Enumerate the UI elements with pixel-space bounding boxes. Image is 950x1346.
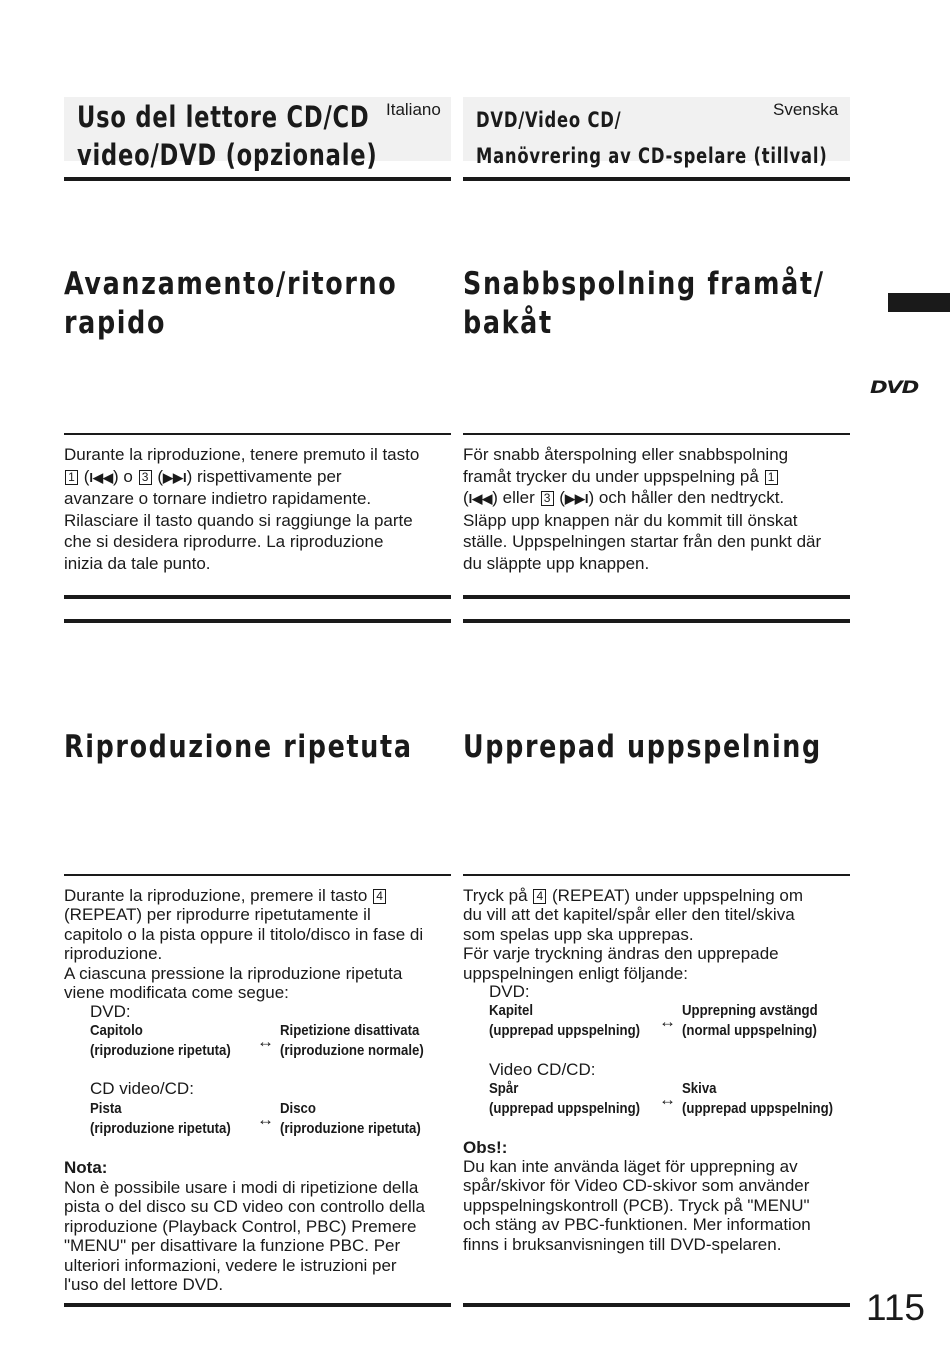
section1-body-italiano xyxy=(64,444,454,575)
body-text: ) rispettivamente per avanzare o tornare indietro rapidamente. Rilasciare il tasto quando si raggiunge la parte che si desidera riprodurre. La riproduzione inizia da tale punto. xyxy=(64,466,413,573)
dvd-label-italiano: DVD: xyxy=(90,1002,131,1021)
body-text: Durante la riproduzione, tenere premuto il tasto xyxy=(64,445,420,464)
dvd-left-svenska xyxy=(489,1001,640,1041)
section-title-fast-forward-svenska: Snabbspolning framåt/ xyxy=(463,266,825,302)
page-number: 115 xyxy=(866,1287,925,1328)
section2-rule-italiano xyxy=(64,874,451,876)
section-title-fast-forward-italiano-line2: rapido xyxy=(64,305,167,341)
language-label-italiano: Italiano xyxy=(386,100,441,119)
section-title-fast-forward-svenska-line2: bakåt xyxy=(463,305,553,341)
cd-right-italiano xyxy=(280,1099,421,1139)
header-title-line2-svenska: Manövrering av CD-spelare (tillval) xyxy=(476,144,828,168)
dvd-left-italiano xyxy=(90,1021,231,1061)
section-start-rule-italiano xyxy=(64,619,451,623)
body-text: Tryck på xyxy=(463,886,528,905)
section2-intro-svenska xyxy=(463,886,858,983)
skip-forward-icon: ▶▶I xyxy=(163,469,187,485)
body-text: ( xyxy=(463,488,469,508)
note-body-italiano: Non è possibile usare i modi di ripetizione della pista o del disco su CD video con controllo della riproduzione (Playback Control, PBC) Premere "MENU" per disattivare la funzione PBC. Per ulteriori informazioni, vedere le istruzioni per l'uso del lettore DVD. xyxy=(64,1178,425,1295)
cd-right-text: Disco (riproduzione ripetuta) xyxy=(280,1100,421,1137)
dvd-right-svenska xyxy=(682,1001,818,1041)
cd-left-svenska xyxy=(489,1079,640,1119)
section1-rule-svenska xyxy=(463,433,850,435)
dvd-logo-icon: DVD xyxy=(870,378,918,398)
body-text: ) o xyxy=(113,466,133,486)
section2-rule-svenska xyxy=(463,874,850,876)
skip-forward-icon: ▶▶I xyxy=(564,491,589,507)
bottom-rule-svenska xyxy=(463,1303,850,1307)
section1-rule-italiano xyxy=(64,433,451,435)
key-1-icon: 1 xyxy=(765,470,778,485)
dvd-label-svenska: DVD: xyxy=(489,982,530,1001)
cd-right-text: Skiva (upprepad uppspelning) xyxy=(682,1080,834,1117)
language-label-svenska: Svenska xyxy=(773,100,839,119)
section2-intro-italiano xyxy=(64,886,459,1002)
swap-arrow-icon: ↔ xyxy=(659,1012,676,1031)
section-title-repeat-italiano: Riproduzione ripetuta xyxy=(64,729,413,765)
body-text: ( xyxy=(83,466,90,486)
section-title-repeat-svenska: Upprepad uppspelning xyxy=(463,729,822,765)
section-title-fast-forward-italiano: Avanzamento/ritorno xyxy=(64,266,398,302)
section1-body-svenska xyxy=(463,444,853,575)
body-text: För snabb återspolning eller snabbspolning framåt trycker du under uppspelning på xyxy=(463,445,789,486)
key-3-icon: 3 xyxy=(139,470,152,485)
header-title-line2-italiano: video/DVD (opzionale) xyxy=(77,138,378,172)
body-text: ( xyxy=(157,466,163,486)
bottom-rule-italiano xyxy=(64,1303,451,1307)
header-rule-svenska xyxy=(463,177,850,181)
dvd-right-italiano xyxy=(280,1021,424,1061)
body-text: ) eller xyxy=(492,488,535,508)
dvd-right-text: Ripetizione disattivata (riproduzione normale) xyxy=(280,1022,424,1059)
cd-label-italiano: CD video/CD: xyxy=(90,1079,194,1098)
cd-right-svenska xyxy=(682,1079,833,1119)
side-tab-marker xyxy=(888,293,950,312)
cd-left-text: Pista (riproduzione ripetuta) xyxy=(90,1100,231,1137)
cd-label-svenska: Video CD/CD: xyxy=(489,1060,596,1079)
key-4-icon: 4 xyxy=(373,889,386,904)
key-3-icon: 3 xyxy=(541,491,554,506)
swap-arrow-icon: ↔ xyxy=(257,1110,274,1129)
body-text: (REPEAT) per riprodurre ripetutamente il capitolo o la pista oppure il titolo/disco in fase di riproduzione. A ciascuna pressione la riproduzione ripetuta viene modificata come segue: xyxy=(64,905,424,1003)
swap-arrow-icon: ↔ xyxy=(257,1032,274,1051)
skip-back-icon: I◀◀ xyxy=(468,491,493,507)
body-text: ) och håller den nedtryckt. Släpp upp knappen när du kommit till önskat ställe. Uppspelningen startar från den punkt där du släppte upp knappen. xyxy=(463,488,822,573)
key-1-icon: 1 xyxy=(65,470,78,485)
dvd-left-text: Kapitel (upprepad uppspelning) xyxy=(489,1002,641,1039)
body-text: ( xyxy=(559,488,565,508)
note-heading-italiano: Nota: xyxy=(64,1158,108,1177)
header-title-line1-italiano: Uso del lettore CD/CD xyxy=(77,100,370,134)
header-rule-italiano xyxy=(64,177,451,181)
dvd-left-text: Capitolo (riproduzione ripetuta) xyxy=(90,1022,231,1059)
section-start-rule-svenska xyxy=(463,619,850,623)
section-end-rule-italiano xyxy=(64,595,451,599)
cd-left-italiano xyxy=(90,1099,231,1139)
dvd-right-text: Upprepning avstängd (normal uppspelning) xyxy=(682,1002,818,1039)
swap-arrow-icon: ↔ xyxy=(659,1090,676,1109)
header-title-line1-svenska: DVD/Video CD/ xyxy=(476,108,622,132)
skip-back-icon: I◀◀ xyxy=(89,469,114,485)
cd-left-text: Spår (upprepad uppspelning) xyxy=(489,1080,641,1117)
body-text: (REPEAT) under uppspelning om du vill att det kapitel/spår eller den titel/skiva som spelas upp ska upprepas. För varje tryckning ändras den upprepade uppspelningen enligt följande: xyxy=(463,886,804,983)
key-4-icon: 4 xyxy=(533,889,546,904)
section-end-rule-svenska xyxy=(463,595,850,599)
note-heading-svenska: Obs!: xyxy=(463,1138,508,1157)
body-text: Durante la riproduzione, premere il tasto xyxy=(64,886,368,905)
note-body-svenska: Du kan inte använda läget för upprepning av spår/skivor för Video CD-skivor som använder uppspelningskontroll (PCB). Tryck på "MENU" och stäng av PBC-funktionen. Mer information finns i bruksanvisningen till DVD-spelaren. xyxy=(463,1157,811,1254)
